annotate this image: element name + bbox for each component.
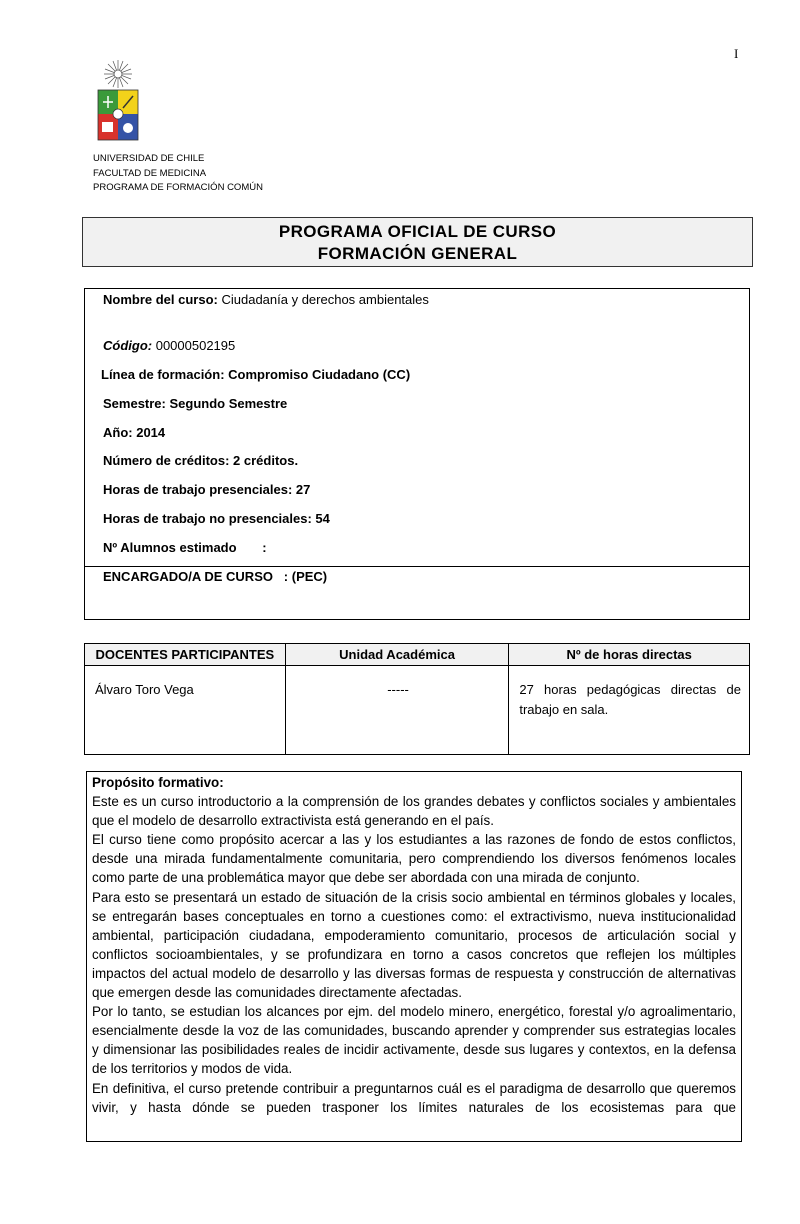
formation-line-row (101, 367, 410, 382)
document-title-line2: FORMACIÓN GENERAL (317, 244, 518, 263)
course-code-label: Código: (103, 338, 153, 353)
info-divider (85, 566, 749, 567)
formation-line-label: Línea de formación: (101, 367, 225, 382)
document-title-box (82, 217, 753, 267)
program-name: PROGRAMA DE FORMACIÓN COMÚN (93, 182, 263, 193)
purpose-paragraph-5: En definitiva, el curso pretende contribuir a preguntarnos cuál es el paradigma de desarrollo que queremos vivir, y hasta dónde se pueden trasponer los límites naturales de los ecosistemas para que (92, 1080, 736, 1115)
teacher-name: Álvaro Toro Vega (85, 666, 286, 755)
course-name-row (103, 292, 429, 307)
purpose-paragraph-2: El curso tiene como propósito acercar a las y los estudiantes a las razones de fondo de estos conflictos, desde una mirada fundamentalmente comunitaria, pero comprendiendo los diversos fenómenos locales como parte de una problemática mayor que debe ser abordada con una mirada de conjunto. (92, 832, 736, 886)
table-row (85, 666, 750, 755)
students-colon: : (262, 540, 267, 555)
students-row (103, 540, 267, 555)
university-crest-logo (96, 58, 140, 142)
teacher-unit: ----- (285, 666, 509, 755)
purpose-box (86, 771, 742, 1142)
semester-label: Semestre: (103, 396, 166, 411)
hours-remote-row: Horas de trabajo no presenciales: 54 (103, 511, 330, 526)
purpose-paragraph-3: Para esto se presentará un estado de situación de la crisis socio ambiental en términos globales y locales, se entregarán bases conceptuales en torno a cuestiones como: el extractivismo, nueva institucionalidad ambiental, participación ciudadana, empoderamiento comunitario, procesos de articulación social y conflictos socioambientales, y se profundizara en torno a casos concretos que reflejen los múltiples impactos del actual modelo de desarrollo y las diversas formas de respuesta y construcción de alternativas que emergen desde las comunidades directamente afectadas. (92, 889, 736, 1001)
course-name-value: Ciudadanía y derechos ambientales (221, 292, 429, 307)
students-label: Nº Alumnos estimado (103, 540, 237, 555)
formation-line-value: Compromiso Ciudadano (CC) (228, 367, 411, 382)
teachers-table (84, 643, 750, 755)
teachers-header-horas: Nº de horas directas (509, 644, 750, 666)
course-code-row (103, 338, 235, 353)
teachers-header-docentes: DOCENTES PARTICIPANTES (85, 644, 286, 666)
course-manager-row: ENCARGADO/A DE CURSO : (PEC) (103, 569, 328, 584)
page-number: I (734, 46, 739, 61)
teacher-hours: 27 horas pedagógicas directas de trabajo en sala. (509, 666, 750, 755)
purpose-heading: Propósito formativo: (92, 775, 224, 790)
purpose-paragraph-4: Por lo tanto, se estudian los alcances por ejm. del modelo minero, energético, forestal y/o agroalimentario, esencialmente desde la voz de las comunidades, buscando aprender y comprender sus estrategias locales y dimensionar las posibilidades reales de incidir activamente, desde sus lugares y contextos, en la defensa de los territorios y modos de vida. (92, 1004, 736, 1077)
semester-value: Segundo Semestre (169, 396, 288, 411)
document-title-line1: PROGRAMA OFICIAL DE CURSO (278, 222, 557, 241)
course-name-label: Nombre del curso: (103, 292, 218, 307)
teachers-table-header (85, 644, 750, 666)
teachers-header-unidad: Unidad Académica (285, 644, 509, 666)
year-row: Año: 2014 (103, 425, 166, 440)
purpose-paragraph-1: Este es un curso introductorio a la comprensión de los grandes debates y conflictos sociales y ambientales que el modelo de desarrollo extractivista está generando en el país. (92, 794, 736, 829)
hours-in-person-row: Horas de trabajo presenciales: 27 (103, 482, 311, 497)
faculty-name: FACULTAD DE MEDICINA (93, 167, 207, 179)
institution-header (93, 152, 263, 196)
university-name: UNIVERSIDAD DE CHILE (93, 153, 205, 164)
course-code-value: 00000502195 (155, 338, 236, 353)
course-info-box (84, 288, 750, 620)
credits-row: Número de créditos: 2 créditos. (103, 453, 299, 468)
semester-row (103, 396, 287, 411)
